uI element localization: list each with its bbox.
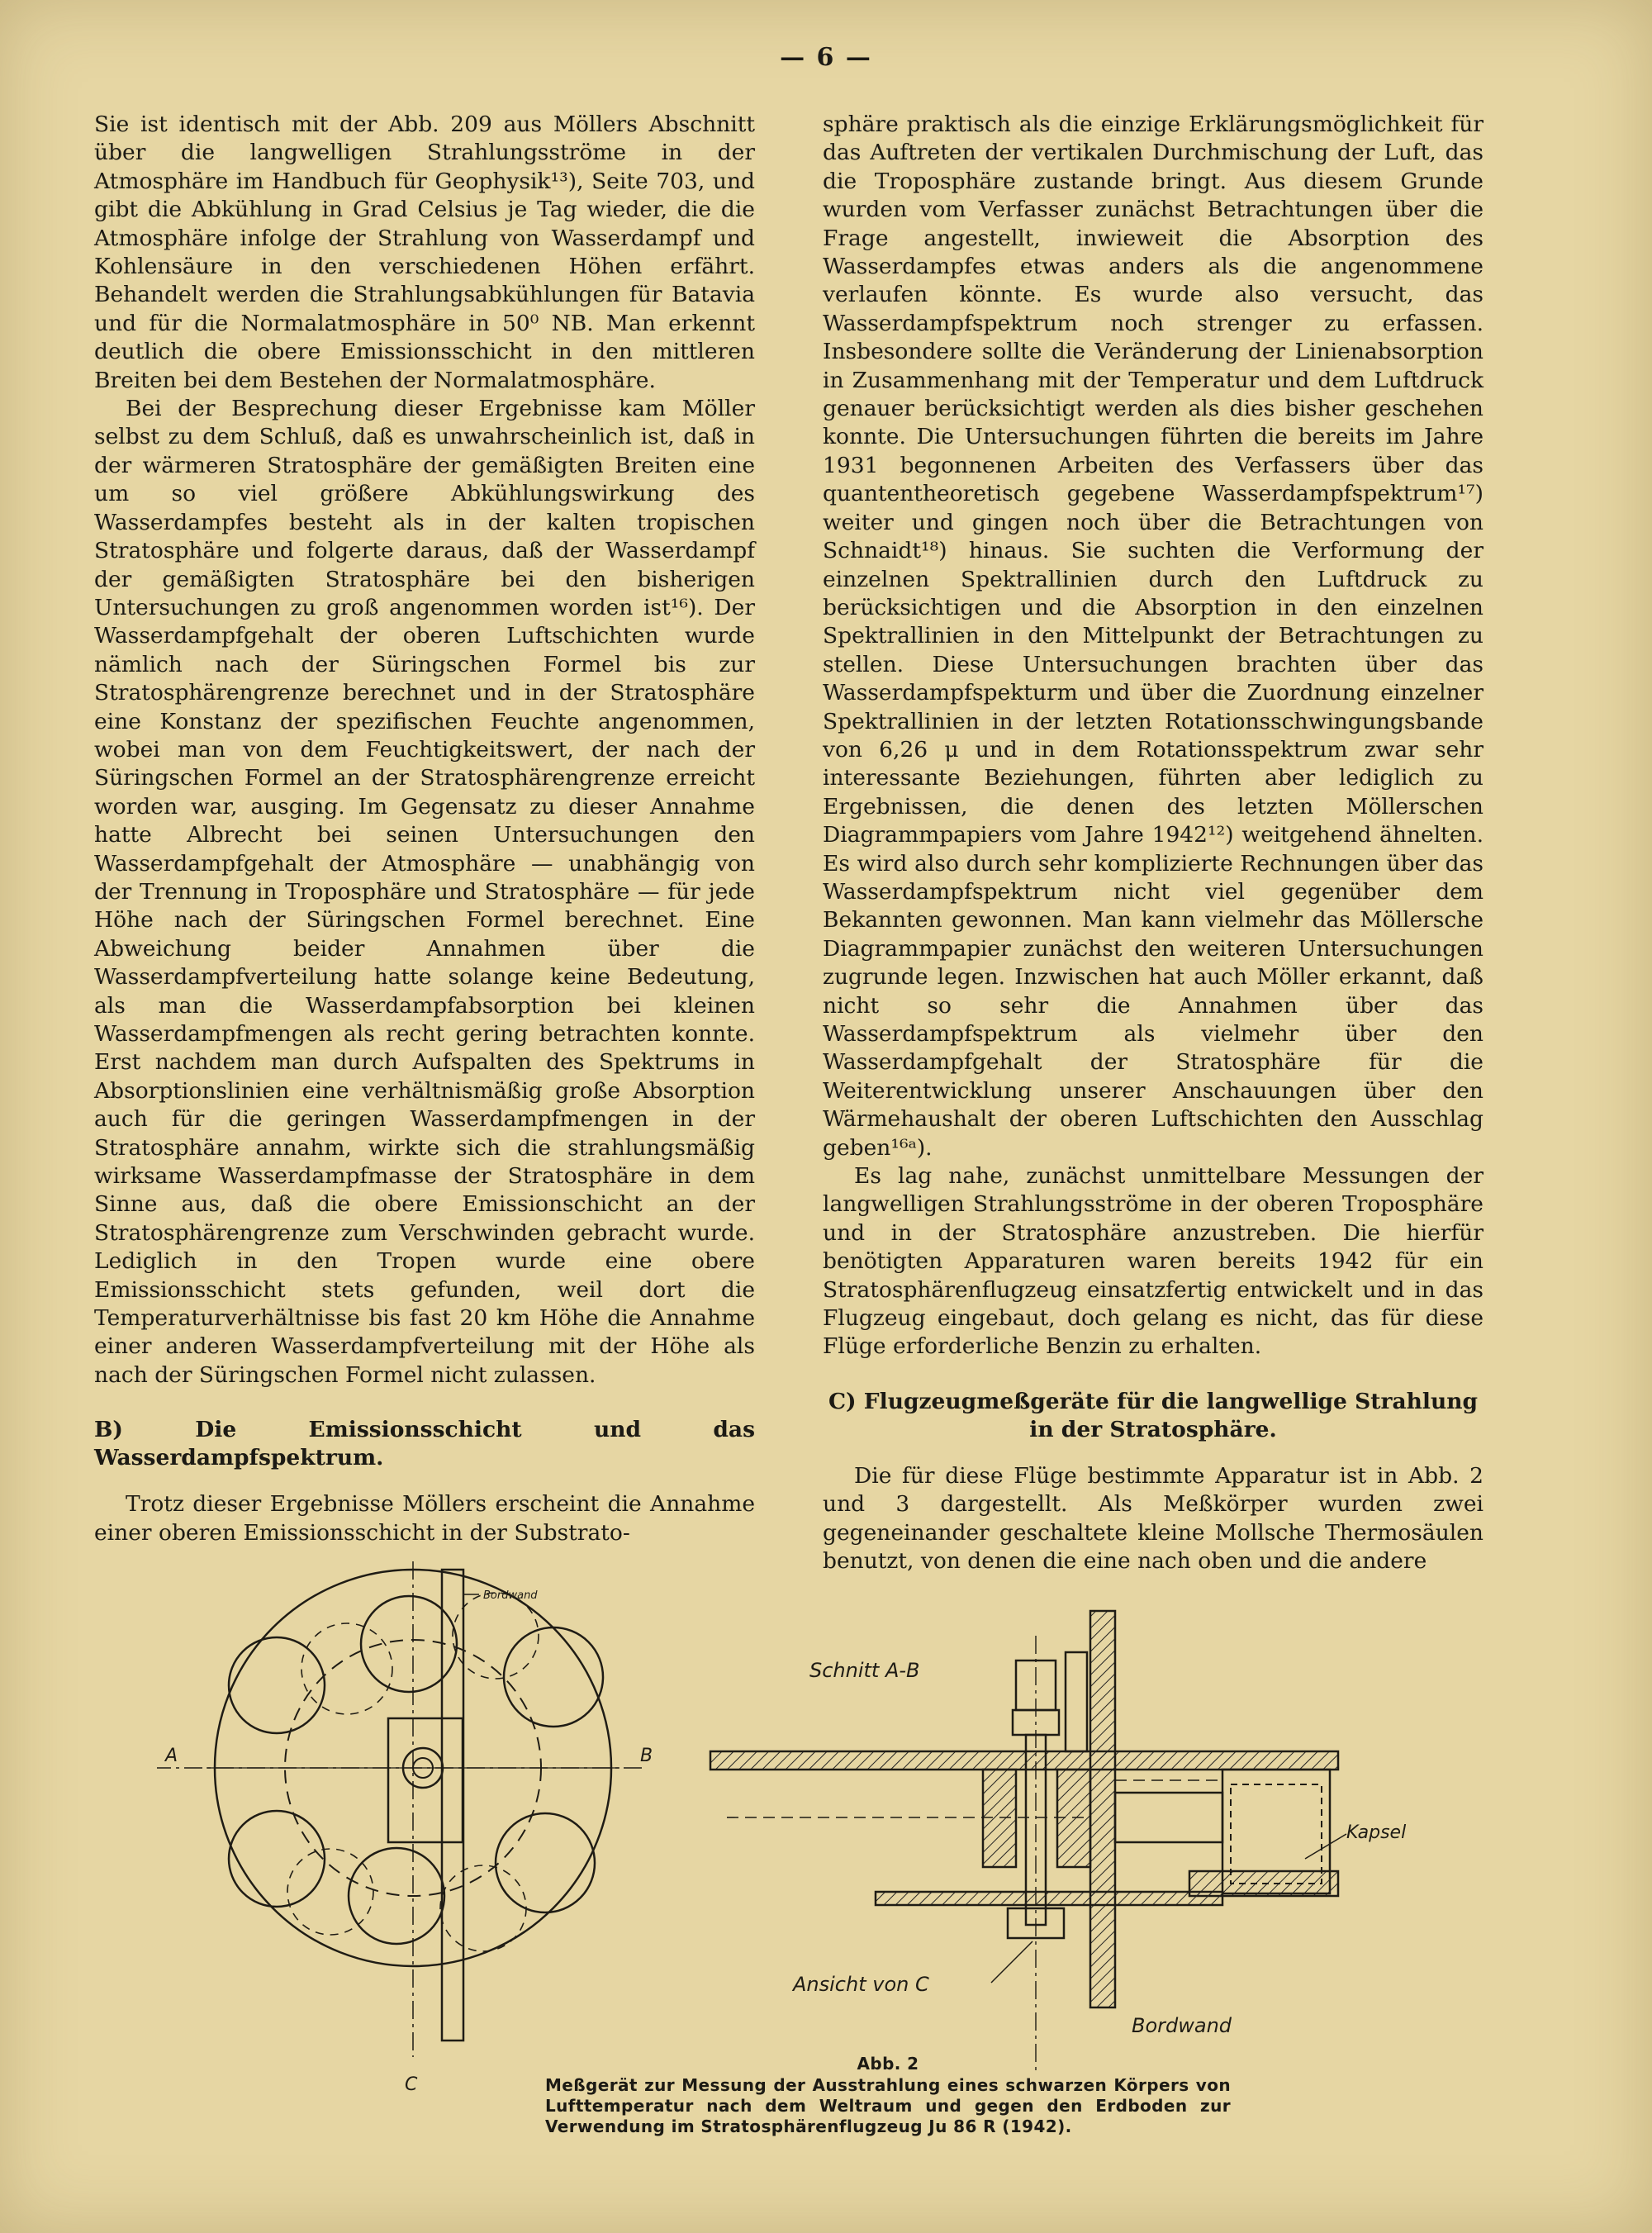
label-kapsel: Kapsel	[1346, 1822, 1407, 1843]
ansicht-leader	[991, 1941, 1032, 1983]
capsule-circle	[349, 1848, 444, 1944]
section-heading-b: B) Die Emissionsschicht und das Wasserdampfspektrum.	[94, 1417, 755, 1471]
spacer-block-2	[1057, 1770, 1090, 1867]
caption-number: Abb. 2	[857, 2054, 919, 2074]
capsule-circle	[229, 1811, 325, 1907]
label-b: B	[640, 1746, 653, 1766]
figure-caption	[545, 2054, 1231, 2137]
label-c: C	[405, 2074, 418, 2095]
page-number: — 6 —	[780, 43, 872, 72]
capsule-dashed-circle	[440, 1865, 526, 1951]
section-view	[710, 1611, 1346, 2074]
left-column	[94, 111, 755, 1547]
paragraph: Es lag nahe, zunächst unmittelbare Messungen der langwelligen Strahlungsströme in der oberen Troposphäre und in der Stratosphäre anzustreben. Die hierfür benötigten Apparaturen waren bereits 1942 für ein Stratosphärenflugzeug einsatzfertig entwickelt und in das Flugzeug eingebaut, doch gelang es nicht, das für diese Flüge erforderliche Benzin zu erhalten.	[823, 1163, 1483, 1360]
paragraph: Bei der Besprechung dieser Ergebnisse kam Möller selbst zu dem Schluß, daß es unwahrscheinlich ist, daß in der wärmeren Stratosphäre der gemäßigten Breiten eine um so viel größere Abkühlungswirkung des Wasserdampfes besteht als in der kalten tropischen Stratosphäre und folgerte daraus, daß der Wasserdampf der gemäßigten Stratosphäre bei den bisherigen Untersuchungen zu groß angenommen worden ist¹⁶). Der Wasserdampfgehalt der oberen Luftschichten wurde nämlich nach der Süringschen Formel bis zur Stratosphärengrenze berechnet und in der Stratosphäre eine Konstanz der spezifischen Feuchte angenommen, wobei man von dem Feuchtigkeitswert, der nach der Süringschen Formel an der Stratosphärengrenze erreicht worden war, ausging. Im Gegensatz zu dieser Annahme hatte Albrecht bei seinen Untersuchungen den Wasserdampfgehalt der Atmosphäre — unabhängig von der Trennung in Troposphäre und Stratosphäre — für jede Höhe nach der Süringschen Formel berechnet. Eine Abweichung beider Annahmen über die Wasserdampfverteilung hatte solange keine Bedeutung, als man die Wasserdampfabsorption bei kleinen Wasserdampfmengen als recht gering betrachten konnte. Erst nachdem man durch Aufspalten des Spektrums in Absorptionslinien eine verhältnismäßig große Absorption auch für die geringen Wasserdampfmengen in der Stratosphäre annahm, wirkte sich die strahlungsmäßig wirksame Wasserdampfmasse der Stratosphäre in dem Sinne aus, daß die obere Emissionschicht an der Stratosphärengrenze zum Verschwinden gebracht wurde. Lediglich in den Tropen wurde eine obere Emissionsschicht stets gefunden, weil dort die Temperaturverhältnisse bis fast 20 km Höhe die Annahme einer anderen Wasserdampfverteilung mit der Höhe als nach der Süringschen Formel nicht zulassen.	[94, 396, 755, 1388]
bottom-plate	[876, 1892, 1222, 1905]
top-plate	[710, 1751, 1338, 1770]
capsule-circle	[496, 1813, 595, 1912]
capsule-dashed-circle	[287, 1849, 373, 1935]
right-column	[823, 111, 1483, 1576]
paragraph: Die für diese Flüge bestimmte Apparatur ist in Abb. 2 und 3 dargestellt. Als Meßkörper wurden zwei gegeneinander geschaltete kleine Mollsche Thermosäulen benutzt, von denen die eine nach oben und die andere	[823, 1462, 1483, 1575]
front-view	[157, 1561, 644, 2057]
label-ansicht: Ansicht von C	[793, 1973, 929, 1996]
capsule-inner	[1231, 1784, 1322, 1884]
caption-text: Meßgerät zur Messung der Ausstrahlung eines schwarzen Körpers von Lufttemperatur nach dem Weltraum und gegen den Erdboden zur Verwendung im Stratosphärenflugzeug Ju 86 R (1942).	[545, 2075, 1231, 2136]
spacer-block	[983, 1770, 1016, 1867]
capsule-circle	[229, 1637, 325, 1733]
paragraph: sphäre praktisch als die einzige Erklärungsmöglichkeit für das Auftreten der vertikalen Durchmischung der Luft, das die Troposphäre zustande bringt. Aus diesem Grunde wurden vom Verfasser zunächst Betrachtungen über die Frage angestellt, inwieweit die Absorption des Wasserdampfes etwas anders als die angenommene verlaufen könnte. Es wurde also versucht, das Wasserdampfspektrum noch strenger zu erfassen. Insbesondere sollte die Veränderung der Linienabsorption in Zusammenhang mit der Temperatur und dem Luftdruck genauer berücksichtigt werden als dies bisher geschehen konnte. Die Untersuchungen führten die bereits im Jahre 1931 begonnenen Arbeiten des Verfassers über das quantentheoretisch gegebene Wasserdampfspektrum¹⁷) weiter und gingen noch über die Betrachtungen von Schnaidt¹⁸) hinaus. Sie suchten die Verformung der einzelnen Spektrallinien durch den Luftdruck zu berücksichtigen und die Absorption in den einzelnen Spektrallinien in den Mittelpunkt der Betrachtungen zu stellen. Diese Untersuchungen brachten über das Wasserdampfspekturm und über die Zuordnung einzelner Spektrallinien in der letzten Rotationsschwingungsbande von 6,26 μ und in dem Rotationsspektrum zwar sehr interessante Beziehungen, führten aber lediglich zu Ergebnissen, die denen des letzten Möllerschen Diagrammpapiers vom Jahre 1942¹²) weitgehend ähnelten. Es wird also durch sehr komplizierte Rechnungen über das Wasserdampfspektrum nicht viel gegenüber dem Bekannten gewonnen. Man kann vielmehr das Möllersche Diagrammpapier zunächst den weiteren Untersuchungen zugrunde legen. Inzwischen hat auch Möller erkannt, daß nicht so sehr die Annahmen über das Wasserdampfspektrum als vielmehr über den Wasserdampfgehalt der Stratosphäre für die Weiterentwicklung unserer Anschauungen über den Wärmehaushalt der oberen Luftschichten den Ausschlag geben¹⁶ᵃ).	[823, 112, 1483, 1161]
section-heading-c: C) Flugzeugmeßgeräte für die langwellige Strahlung in der Stratosphäre.	[828, 1388, 1479, 1442]
capsule-dashed-circle	[301, 1623, 392, 1714]
paragraph: Sie ist identisch mit der Abb. 209 aus Möllers Abschnitt über die langwelligen Strahlungsströme in der Atmosphäre im Handbuch für Geophysik¹³), Seite 703, und gibt die Abkühlung in Grad Celsius je Tag wieder, die die Atmosphäre infolge der Strahlung von Wasserdampf und Kohlensäure in den verschiedenen Höhen erfährt. Behandelt werden die Strahlungsabkühlungen für Batavia und für die Normalatmosphäre in 50⁰ NB. Man erkennt deutlich die obere Emissionsschicht in den mittleren Breiten bei dem Bestehen der Normalatmosphäre.	[94, 112, 755, 393]
bracket	[1066, 1652, 1087, 1751]
kapsel-leader	[1305, 1834, 1346, 1859]
label-a: A	[165, 1746, 178, 1766]
label-bordwand-top: Bordwand	[483, 1589, 538, 1602]
paragraph: Trotz dieser Ergebnisse Möllers erscheint die Annahme einer oberen Emissionsschicht in der Substrato-	[94, 1491, 755, 1546]
capsule-holder	[1115, 1793, 1222, 1842]
label-bordwand: Bordwand	[1132, 2014, 1232, 2037]
central-block	[388, 1718, 463, 1842]
bordwand-wall-left	[442, 1570, 463, 2041]
bordwand-wall	[1090, 1611, 1115, 2007]
label-schnitt: Schnitt A-B	[809, 1659, 920, 1682]
